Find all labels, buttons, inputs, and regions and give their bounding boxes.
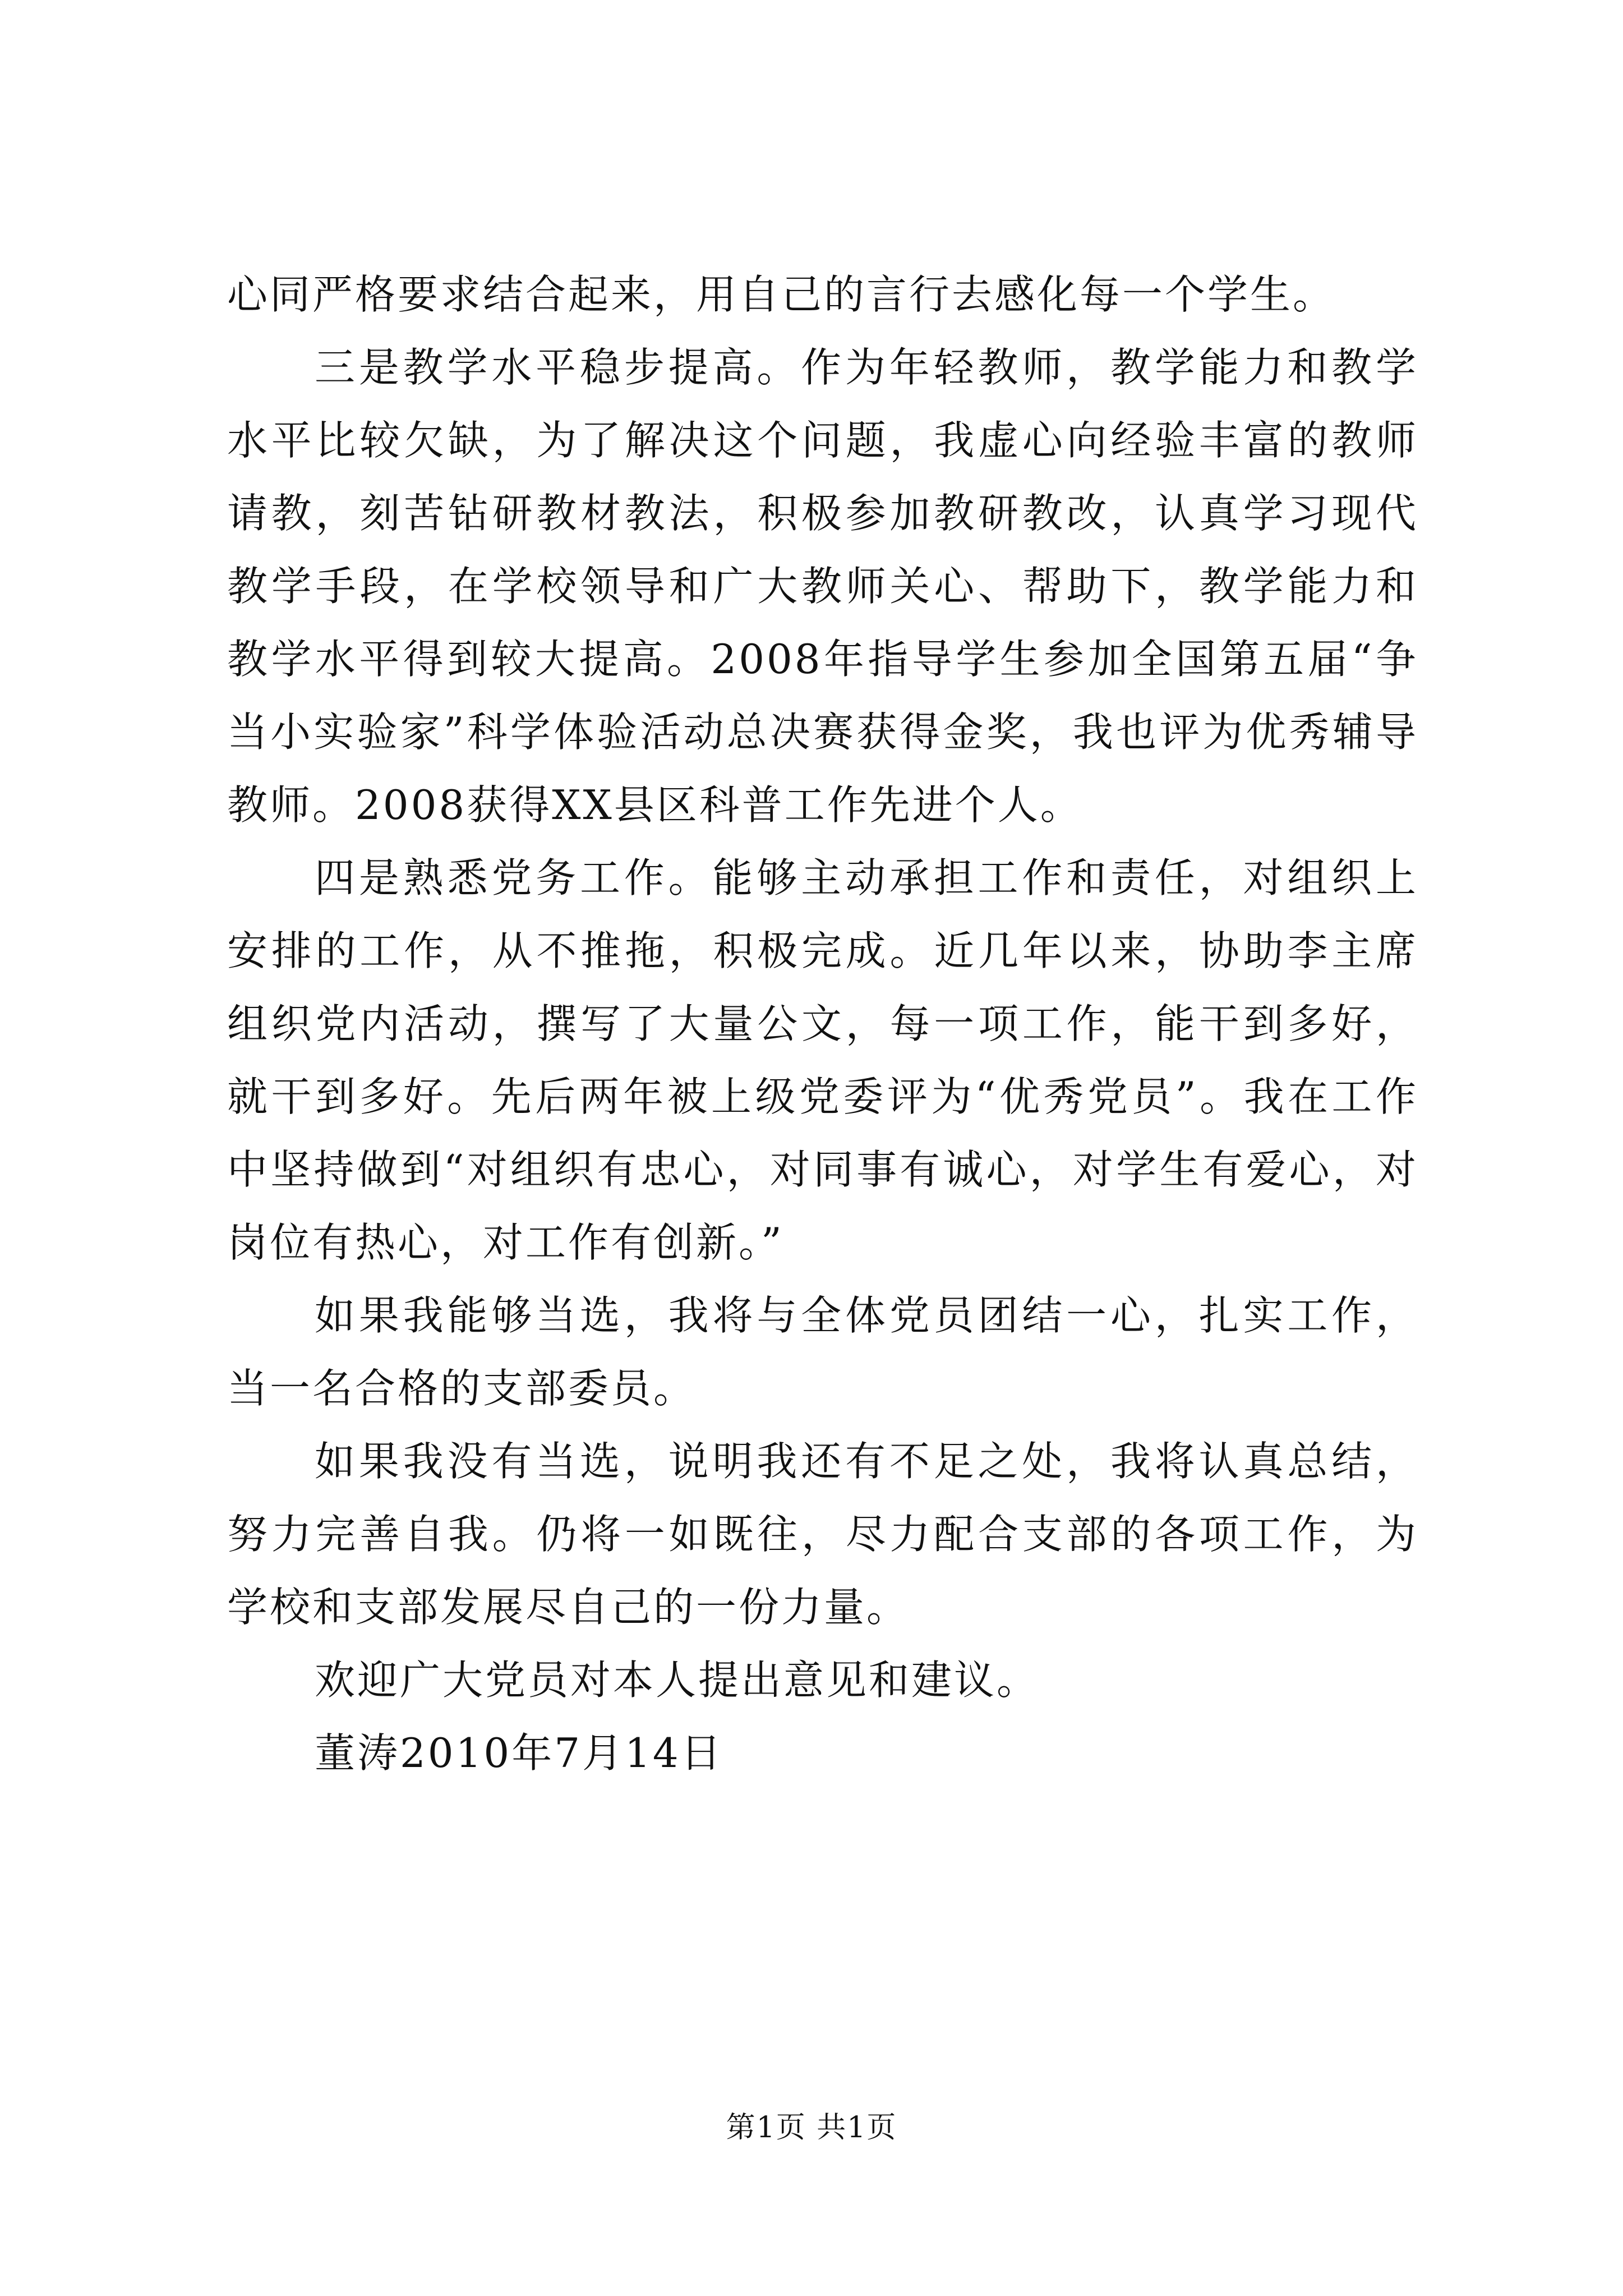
paragraph-continuation: 心同严格要求结合起来，用自己的言行去感化每一个学生。 xyxy=(227,271,1336,318)
paragraph-if-not-elected: 如果我没有当选，说明我还有不足之处，我将认真总结，努力完善自我。仍将一如既往，尽力配合支部的各项工作，为学校和支部发展尽自己的一份力量。 xyxy=(227,1438,1418,1631)
page-number-footer: 第1页 共1页 xyxy=(726,2111,897,2145)
paragraph-welcome-feedback: 欢迎广大党员对本人提出意见和建议。 xyxy=(315,1657,1040,1704)
signature-date: 董涛2010年7月14日 xyxy=(315,1729,723,1777)
document-body xyxy=(227,258,1418,1789)
paragraph-party-work: 四是熟悉党务工作。能够主动承担工作和责任，对组织上安排的工作，从不推拖，积极完成。近几年以来，协助李主席组织党内活动，撰写了大量公文，每一项工作，能干到多好，就干到多好。先后两年被上级党委评为“优秀党员”。我在工作中坚持做到“对组织有忠心，对同事有诚心，对学生有爱心，对岗位有热心，对工作有创新。” xyxy=(227,854,1418,1266)
paragraph-teaching-level: 三是教学水平稳步提高。作为年轻教师，教学能力和教学水平比较欠缺，为了解决这个问题，我虚心向经验丰富的教师请教，刻苦钻研教材教法，积极参加教研教改，认真学习现代教学手段，在学校领导和广大教师关心、帮助下，教学能力和教学水平得到较大提高。2008年指导学生参加全国第五届“争当小实验家”科学体验活动总决赛获得金奖，我也评为优秀辅导教师。2008获得XX县区科普工作先进个人。 xyxy=(227,344,1418,829)
paragraph-if-elected: 如果我能够当选，我将与全体党员团结一心，扎实工作，当一名合格的支部委员。 xyxy=(227,1292,1418,1412)
